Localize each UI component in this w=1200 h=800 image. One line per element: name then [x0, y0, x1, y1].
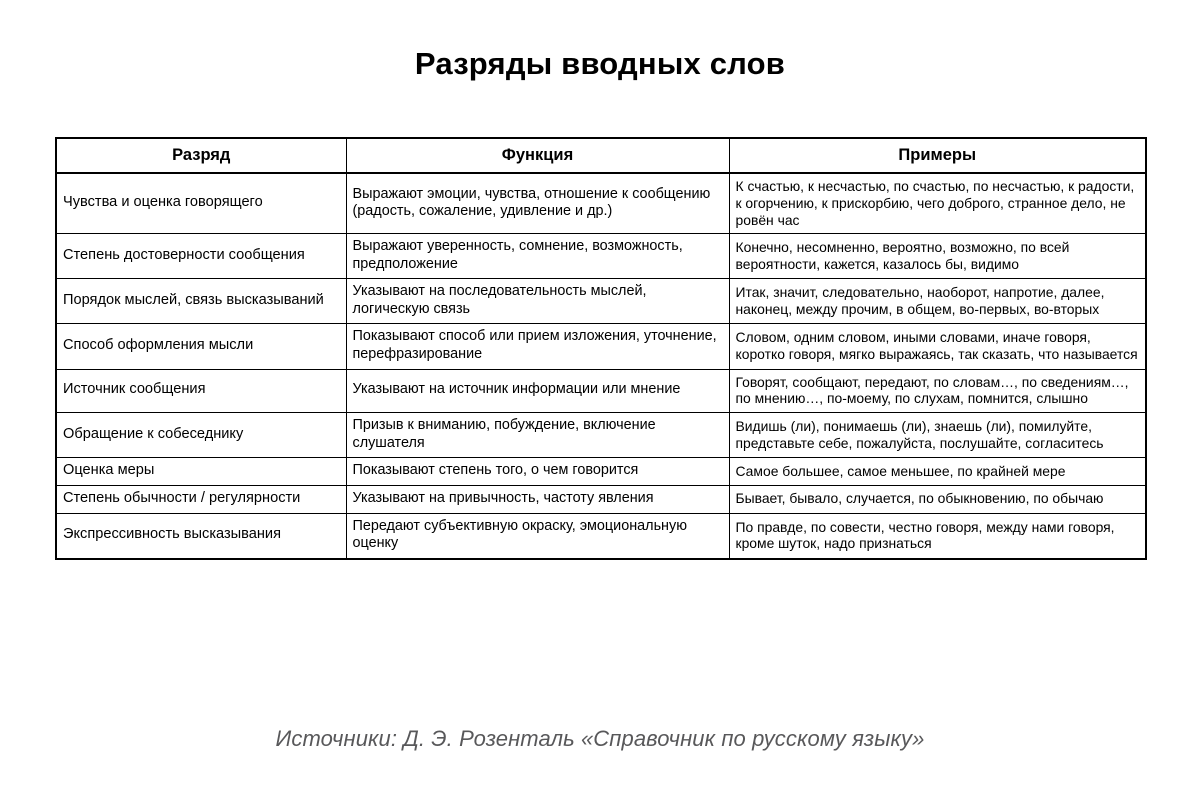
table-row	[56, 513, 1146, 559]
vvodnye-slova-table-wrapper	[55, 137, 1145, 560]
table-row	[56, 173, 1146, 234]
column-header-funkciya: Функция	[346, 138, 729, 173]
column-header-razryad: Разряд	[56, 138, 346, 173]
cell-razryad: Источник сообщения	[56, 369, 346, 412]
cell-primery: Словом, одним словом, иными словами, иначе говоря, коротко говоря, мягко выражаясь, так сказать, что называется	[729, 324, 1146, 369]
table-row	[56, 369, 1146, 412]
cell-funkciya: Показывают способ или прием изложения, уточнение, перефразирование	[346, 324, 729, 369]
sources-note: Источники: Д. Э. Розенталь «Справочник по русскому языку»	[275, 726, 925, 751]
cell-funkciya: Выражают уверенность, сомнение, возможность, предположение	[346, 234, 729, 279]
cell-primery: Говорят, сообщают, передают, по словам…, по сведениям…, по мнению…, по-моему, по слухам, помнится, слышно	[729, 369, 1146, 412]
table-row	[56, 412, 1146, 457]
cell-funkciya: Показывают степень того, о чем говорится	[346, 458, 729, 486]
cell-razryad: Чувства и оценка говорящего	[56, 173, 346, 234]
cell-primery: По правде, по совести, честно говоря, между нами говоря, кроме шуток, надо признаться	[729, 513, 1146, 559]
cell-funkciya: Указывают на источник информации или мнение	[346, 369, 729, 412]
cell-razryad: Оценка меры	[56, 458, 346, 486]
table-body	[56, 173, 1146, 559]
cell-razryad: Степень достоверности сообщения	[56, 234, 346, 279]
cell-razryad: Экспрессивность высказывания	[56, 513, 346, 559]
cell-primery: Итак, значит, следовательно, наоборот, напротие, далее, наконец, между прочим, в общем, во-первых, во-вторых	[729, 279, 1146, 324]
cell-razryad: Порядок мыслей, связь высказываний	[56, 279, 346, 324]
table-row	[56, 234, 1146, 279]
cell-primery: Самое большее, самое меньшее, по крайней мере	[729, 458, 1146, 486]
table-row	[56, 279, 1146, 324]
page-title: Разряды вводных слов	[414, 46, 786, 81]
column-header-primery: Примеры	[729, 138, 1146, 173]
cell-razryad: Способ оформления мысли	[56, 324, 346, 369]
table-header	[56, 138, 1146, 173]
cell-funkciya: Призыв к вниманию, побуждение, включение слушателя	[346, 412, 729, 457]
table-row	[56, 324, 1146, 369]
cell-funkciya: Указывают на привычность, частоту явления	[346, 485, 729, 513]
cell-funkciya: Выражают эмоции, чувства, отношение к сообщению (радость, сожаление, удивление и др.)	[346, 173, 729, 234]
table-header-row	[56, 138, 1146, 173]
cell-razryad: Степень обычности / регулярности	[56, 485, 346, 513]
cell-primery: К счастью, к несчастью, по счастью, по несчастью, к радости, к огорчению, к прискорбию, чего доброго, странное дело, не ровён час	[729, 173, 1146, 234]
cell-funkciya: Указывают на последовательность мыслей, логическую связь	[346, 279, 729, 324]
cell-primery: Конечно, несомненно, вероятно, возможно, по всей вероятности, кажется, казалось бы, видимо	[729, 234, 1146, 279]
table-row	[56, 485, 1146, 513]
cell-primery: Бывает, бывало, случается, по обыкновению, по обычаю	[729, 485, 1146, 513]
cell-funkciya: Передают субъективную окраску, эмоциональную оценку	[346, 513, 729, 559]
cell-primery: Видишь (ли), понимаешь (ли), знаешь (ли), помилуйте, представьте себе, пожалуйста, послушайте, согласитесь	[729, 412, 1146, 457]
table-row	[56, 458, 1146, 486]
cell-razryad: Обращение к собеседнику	[56, 412, 346, 457]
vvodnye-slova-table	[55, 137, 1147, 560]
